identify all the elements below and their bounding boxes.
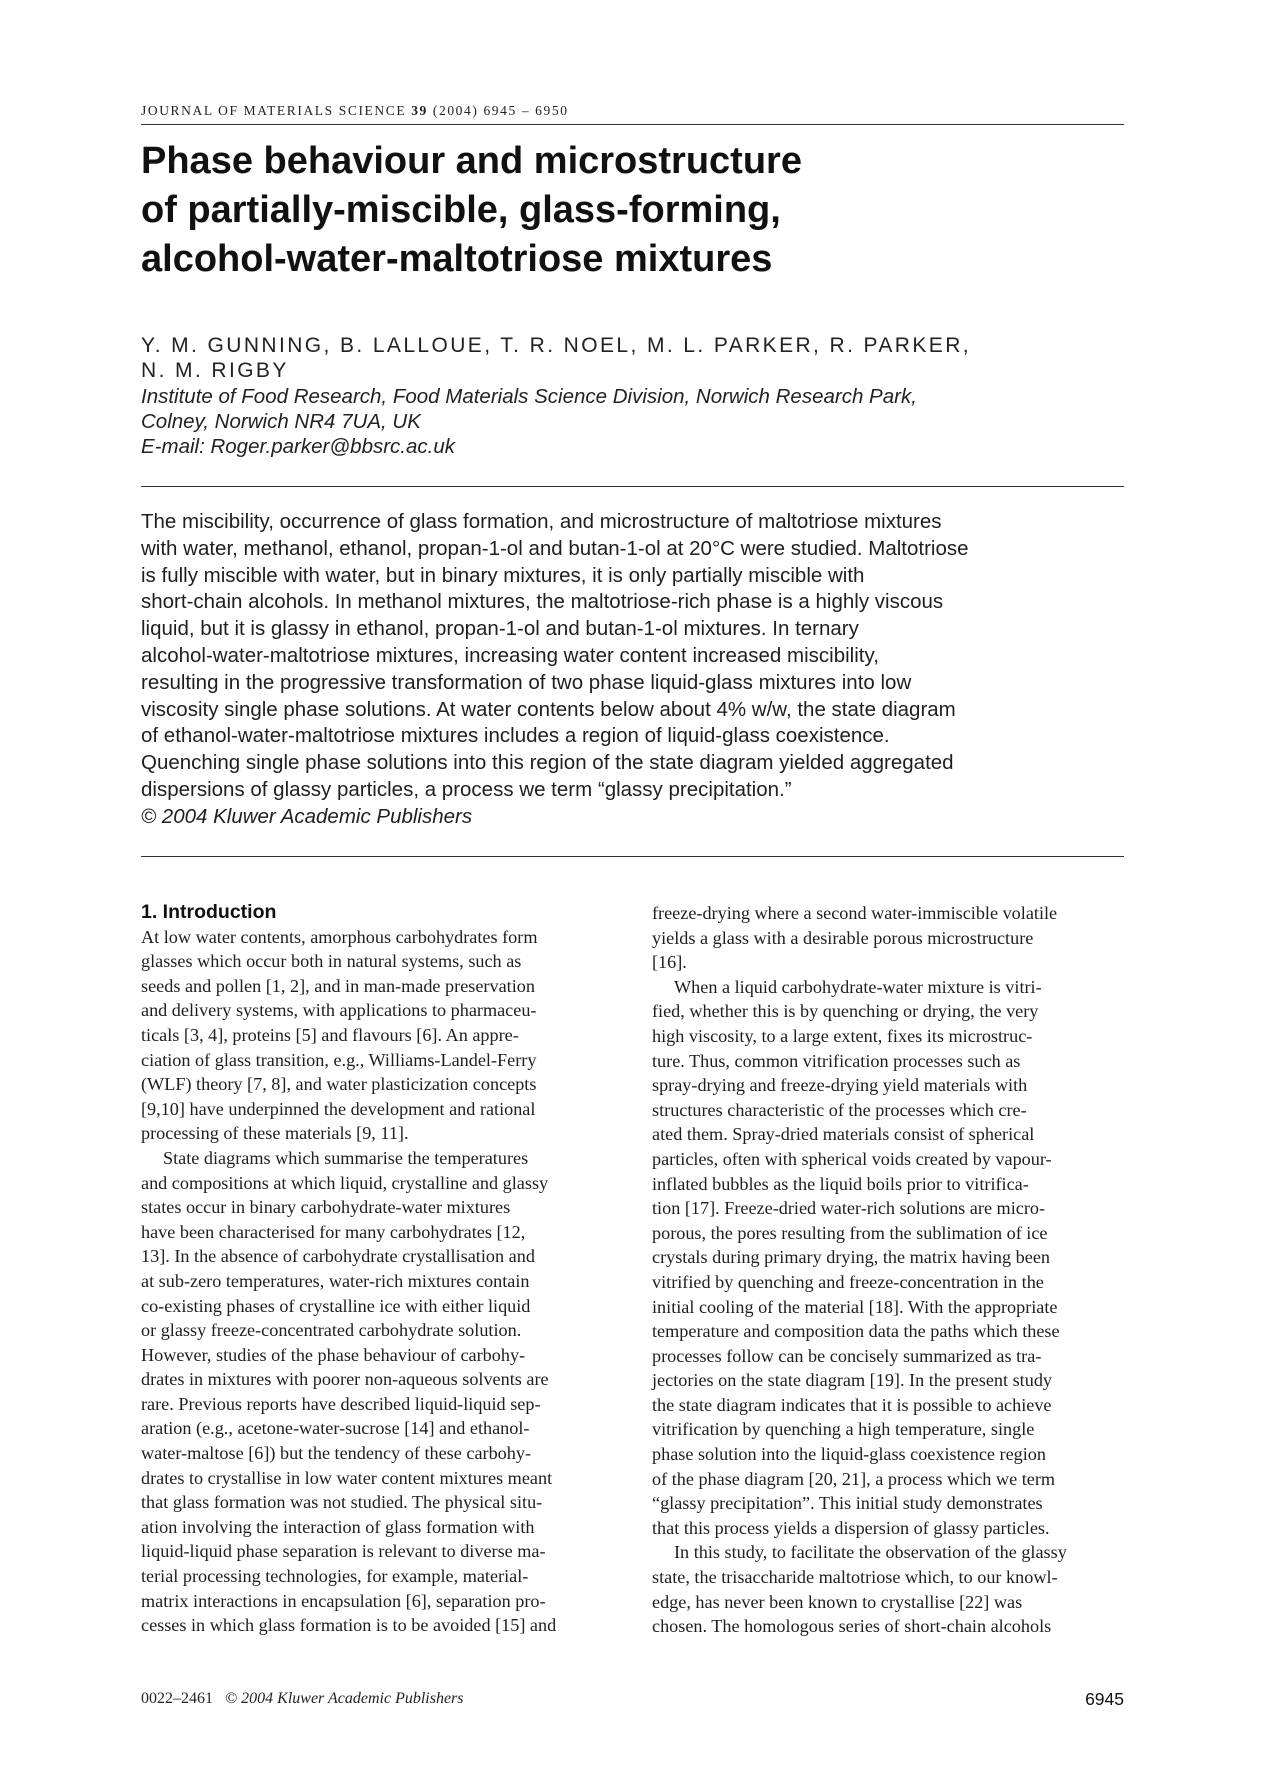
abstract-line: Quenching single phase solutions into this region of the state diagram yielded aggregated [141, 751, 954, 775]
body-text-line: freeze-drying where a second water-immiscible volatile [652, 903, 1058, 923]
body-text-line: at sub-zero temperatures, water-rich mixtures contain [141, 1270, 530, 1291]
affiliation-line: Colney, Norwich NR4 7UA, UK [141, 410, 421, 433]
body-text-line: high viscosity, to a large extent, fixes its microstruc- [652, 1025, 1033, 1046]
page-number: 6945 [1085, 1689, 1124, 1709]
email-line: E-mail: Roger.parker@bbsrc.ac.uk [141, 435, 455, 458]
section-heading: 1. Introduction [141, 901, 277, 923]
body-text-line: co-existing phases of crystalline ice with either liquid [141, 1295, 531, 1316]
body-text-line: ciation of glass transition, e.g., Williams-Landel-Ferry [141, 1049, 537, 1070]
right-column [652, 901, 1128, 1639]
author-list [141, 333, 1124, 383]
body-text-line: rare. Previous reports have described liquid-liquid sep- [141, 1393, 541, 1414]
abstract-line: with water, methanol, ethanol, propan-1-ol and butan-1-ol at 20°C were studied. Maltotriose [141, 536, 969, 560]
abstract-line: viscosity single phase solutions. At water contents below about 4% w/w, the state diagram [141, 697, 956, 721]
body-text-line: water-maltose [6]) but the tendency of these carbohy- [141, 1443, 532, 1464]
body-text-line: fied, whether this is by quenching or drying, the very [652, 1001, 1039, 1022]
issn: 0022–2461 [141, 1690, 213, 1707]
body-text-line: (WLF) theory [7, 8], and water plasticization concepts [141, 1074, 537, 1095]
body-text-line: and delivery systems, with applications to pharmaceu- [141, 1000, 537, 1021]
body-text-line: drates to crystallise in low water content mixtures meant [141, 1467, 553, 1488]
body-text-line: crystals during primary drying, the matrix having been [652, 1247, 1051, 1268]
author-line: N. M. RIGBY [141, 359, 289, 382]
author-line: Y. M. GUNNING, B. LALLOUE, T. R. NOEL, M. L. PARKER, R. PARKER, [141, 334, 971, 357]
body-text-line: and compositions at which liquid, crystalline and glassy [141, 1172, 549, 1193]
journal-name: JOURNAL OF MATERIALS SCIENCE [141, 103, 407, 118]
body-text-line: ticals [3, 4], proteins [5] and flavours [6]. An appre- [141, 1024, 519, 1045]
body-text-line: In this study, to facilitate the observation of the glassy [674, 1542, 1067, 1563]
body-text-line: At low water contents, amorphous carbohydrates form [141, 926, 538, 947]
body-text-line: tion [17]. Freeze-dried water-rich solutions are micro- [652, 1198, 1046, 1219]
affiliation-line: Institute of Food Research, Food Materials Science Division, Norwich Research Park, [141, 385, 917, 408]
abstract-line: The miscibility, occurrence of glass formation, and microstructure of maltotriose mixtures [141, 510, 942, 533]
body-text-line: cesses in which glass formation is to be avoided [15] and [141, 1615, 557, 1636]
header-rule [141, 124, 1124, 125]
body-text-line: inflated bubbles as the liquid boils prior to vitrifica- [652, 1173, 1029, 1194]
body-text-line: glasses which occur both in natural systems, such as [141, 951, 522, 972]
abstract [141, 509, 1124, 831]
body-text-line: seeds and pollen [1, 2], and in man-made preservation [141, 975, 535, 996]
body-text-line: ation involving the interaction of glass formation with [141, 1516, 535, 1537]
body-text-line: vitrification by quenching a high temperature, single [652, 1419, 1035, 1440]
body-text-line: [16]. [652, 952, 687, 973]
title-line: alcohol-water-maltotriose mixtures [141, 238, 773, 280]
body-text-line: of the phase diagram [20, 21], a process which we term [652, 1468, 1056, 1489]
journal-year-pages: (2004) 6945 – 6950 [432, 103, 569, 118]
abstract-line: alcohol-water-maltotriose mixtures, increasing water content increased miscibility, [141, 643, 879, 667]
paper-title [141, 137, 1124, 284]
body-text-line: temperature and composition data the paths which these [652, 1321, 1060, 1342]
body-text-line: or glassy freeze-concentrated carbohydrate solution. [141, 1320, 522, 1341]
body-text-line: particles, often with spherical voids created by vapour- [652, 1148, 1052, 1169]
body-text-line: However, studies of the phase behaviour of carbohy- [141, 1344, 526, 1365]
body-text-line: matrix interactions in encapsulation [6], separation pro- [141, 1590, 546, 1611]
body-text-line: liquid-liquid phase separation is relevant to diverse ma- [141, 1541, 546, 1562]
body-text-line: spray-drying and freeze-drying yield materials with [652, 1075, 1028, 1096]
affiliation [141, 384, 1124, 459]
left-column [141, 901, 617, 1638]
body-text-line: that glass formation was not studied. The physical situ- [141, 1492, 543, 1513]
body-text-line: porous, the pores resulting from the sublimation of ice [652, 1222, 1048, 1243]
body-text-line: aration (e.g., acetone-water-sucrose [14] and ethanol- [141, 1418, 530, 1439]
title-line: Phase behaviour and microstructure [141, 140, 802, 182]
body-text-line: processes follow can be concisely summarized as tra- [652, 1345, 1042, 1366]
body-text-line: jectories on the state diagram [19]. In the present study [652, 1370, 1053, 1391]
abstract-line: short-chain alcohols. In methanol mixtures, the maltotriose-rich phase is a highly viscous [141, 590, 944, 614]
body-text-line: 13]. In the absence of carbohydrate crystallisation and [141, 1246, 535, 1267]
abstract-line: liquid, but it is glassy in ethanol, propan-1-ol and butan-1-ol mixtures. In ternary [141, 617, 859, 641]
abstract-bottom-rule [141, 856, 1124, 857]
title-line: of partially-miscible, glass-forming, [141, 189, 781, 231]
body-text-line: ture. Thus, common vitrification processes such as [652, 1050, 1021, 1071]
body-text-line: vitrified by quenching and freeze-concentration in the [652, 1271, 1044, 1292]
abstract-line: dispersions of glassy particles, a process we term “glassy precipitation.” [141, 777, 792, 801]
body-text-line: that this process yields a dispersion of glassy particles. [652, 1517, 1050, 1538]
body-text-line: processing of these materials [9, 11]. [141, 1123, 409, 1144]
abstract-line: is fully miscible with water, but in binary mixtures, it is only partially miscible with [141, 563, 865, 587]
body-text-line: edge, has never been known to crystallise [22] was [652, 1591, 1023, 1612]
running-head [141, 103, 1124, 119]
body-text-line: State diagrams which summarise the temperatures [163, 1147, 529, 1168]
body-text-line: terial processing technologies, for example, material- [141, 1566, 529, 1587]
body-text-line: ated them. Spray-dried materials consist of spherical [652, 1124, 1035, 1145]
journal-volume: 39 [411, 103, 428, 118]
body-text-line: states occur in binary carbohydrate-water mixtures [141, 1197, 511, 1218]
abstract-top-rule [141, 486, 1124, 487]
abstract-copyright: © 2004 Kluwer Academic Publishers [141, 804, 473, 828]
body-text-line: “glassy precipitation”. This initial study demonstrates [652, 1493, 1043, 1514]
body-text-line: drates in mixtures with poorer non-aqueous solvents are [141, 1369, 549, 1390]
body-text-line: the state diagram indicates that it is possible to achieve [652, 1394, 1052, 1415]
body-text-line: initial cooling of the material [18]. With the appropriate [652, 1296, 1058, 1317]
page-footer [141, 1690, 464, 1708]
body-text-line: have been characterised for many carbohydrates [12, [141, 1221, 526, 1242]
body-text-line: phase solution into the liquid-glass coexistence region [652, 1444, 1046, 1465]
body-text-line: yields a glass with a desirable porous microstructure [652, 927, 1034, 948]
footer-copyright: © 2004 Kluwer Academic Publishers [225, 1690, 464, 1707]
body-text-line: chosen. The homologous series of short-chain alcohols [652, 1616, 1052, 1637]
abstract-line: resulting in the progressive transformation of two phase liquid-glass mixtures into low [141, 670, 912, 694]
body-text-line: When a liquid carbohydrate-water mixture is vitri- [674, 976, 1042, 997]
body-text-line: structures characteristic of the processes which cre- [652, 1099, 1027, 1120]
abstract-line: of ethanol-water-maltotriose mixtures includes a region of liquid-glass coexistence. [141, 724, 890, 748]
body-text-line: state, the trisaccharide maltotriose which, to our knowl- [652, 1567, 1058, 1588]
body-text-line: [9,10] have underpinned the development and rational [141, 1098, 536, 1119]
